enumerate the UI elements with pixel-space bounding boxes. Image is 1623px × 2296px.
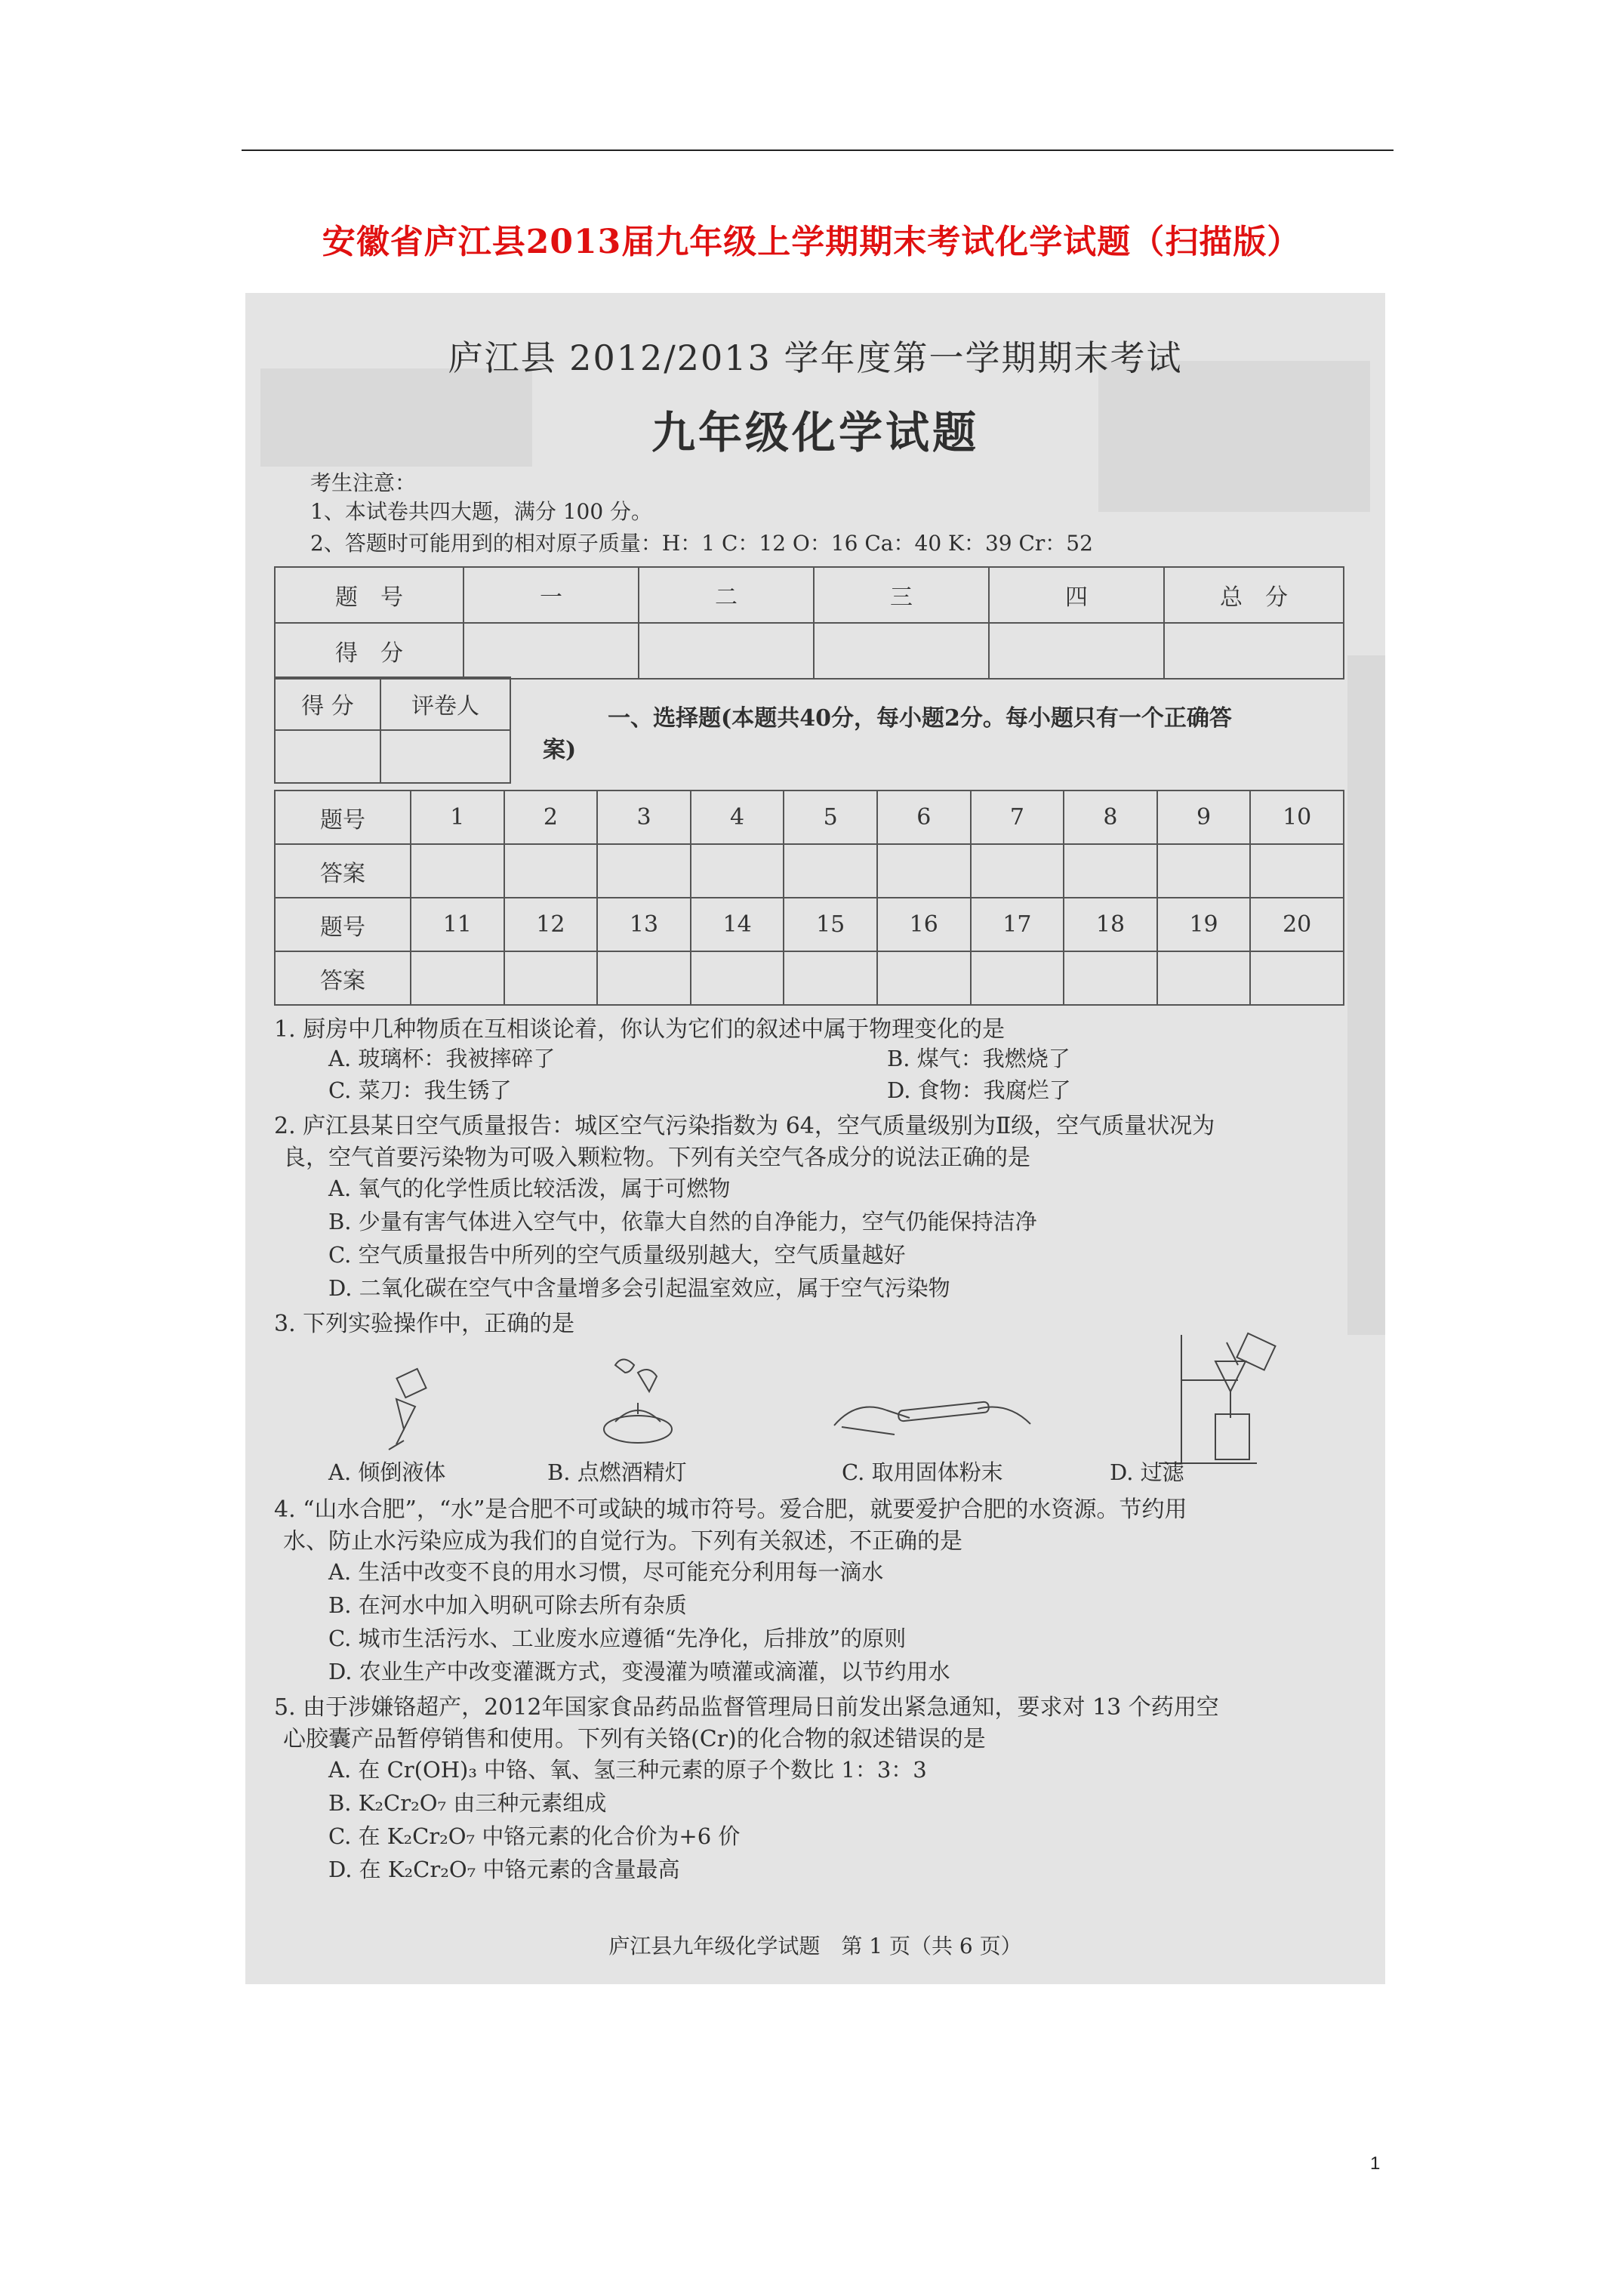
score-cell xyxy=(1164,623,1344,679)
q1-stem: 1. 厨房中几种物质在互相谈论着，你认为它们的叙述中属于物理变化的是 xyxy=(274,1016,1006,1043)
q4-stem-line2: 水、防止水污染应成为我们的自觉行为。下列有关叙述，不正确的是 xyxy=(283,1528,962,1555)
question-number-cell: 16 xyxy=(877,898,971,951)
answer-num-row xyxy=(275,791,1344,844)
question-number-cell: 17 xyxy=(971,898,1064,951)
q5-option-c: C. 在 K₂Cr₂O₇ 中铬元素的化合价为+6 价 xyxy=(328,1823,741,1849)
answer-cell xyxy=(877,844,971,898)
q5-stem-line1: 5. 由于涉嫌铬超产，2012年国家食品药品监督管理局日前发出紧急通知，要求对 13 个药用空 xyxy=(274,1694,1219,1721)
score-header-cell: 总 分 xyxy=(1164,567,1344,623)
notice-line-2: 2、答题时可能用到的相对原子质量：H：1 C：12 O：16 Ca：40 K：39 Cr：52 xyxy=(310,531,1093,556)
answer-blank-row xyxy=(275,844,1344,898)
question-number-cell: 14 xyxy=(691,898,784,951)
q4-option-d: D. 农业生产中改变灌溉方式，变漫灌为喷灌或滴灌，以节约用水 xyxy=(328,1659,950,1684)
answer-table xyxy=(274,790,1344,1006)
q4-stem-line1: 4. “山水合肥”，“水”是合肥不可或缺的城市符号。爱合肥，就要爱护合肥的水资源。节约用 xyxy=(274,1496,1187,1523)
pour-liquid-illustration xyxy=(374,1365,442,1456)
answer-cell xyxy=(1157,844,1251,898)
q2-option-a: A. 氧气的化学性质比较活泼，属于可燃物 xyxy=(328,1176,731,1201)
score-header-cell: 题 号 xyxy=(275,567,463,623)
question-number-cell: 4 xyxy=(691,791,784,844)
exam-header-line1: 庐江县 2012/2013 学年度第一学期期末考试 xyxy=(448,337,1183,378)
q4-option-c: C. 城市生活污水、工业废水应遵循“先净化，后排放”的原则 xyxy=(328,1626,907,1651)
question-number-cell: 13 xyxy=(597,898,691,951)
answer-cell xyxy=(784,844,877,898)
q2-stem-line2: 良，空气首要污染物为可吸入颗粒物。下列有关空气各成分的说法正确的是 xyxy=(283,1145,1030,1171)
notice-line-1: 1、本试卷共四大题，满分 100 分。 xyxy=(310,499,653,524)
answer-cell xyxy=(504,844,598,898)
answer-cell xyxy=(411,951,504,1005)
score-row-label: 得 分 xyxy=(275,623,463,679)
q2-option-c: C. 空气质量报告中所列的空气质量级别越大，空气质量越好 xyxy=(328,1242,906,1268)
answer-row-label: 答案 xyxy=(275,951,411,1005)
score-table xyxy=(274,566,1344,680)
q3-option-c: C. 取用固体粉末 xyxy=(842,1459,1003,1485)
score-header-cell: 四 xyxy=(989,567,1164,623)
q4-option-a: A. 生活中改变不良的用水习惯，尽可能充分利用每一滴水 xyxy=(328,1559,884,1585)
score-table-header-row xyxy=(275,567,1344,623)
question-number-cell: 20 xyxy=(1250,898,1344,951)
score-table-score-row xyxy=(275,623,1344,679)
answer-cell xyxy=(1064,844,1157,898)
answer-num-row xyxy=(275,898,1344,951)
alcohol-lamp-illustration xyxy=(585,1350,691,1456)
answer-cell xyxy=(691,844,784,898)
answer-cell xyxy=(971,951,1064,1005)
notice-title: 考生注意： xyxy=(310,470,417,495)
q1-option-c: C. 菜刀：我生锈了 xyxy=(328,1077,512,1103)
q3-option-d: D. 过滤 xyxy=(1110,1459,1184,1485)
question-number-cell: 8 xyxy=(1064,791,1157,844)
q1-option-b: B. 煤气：我燃烧了 xyxy=(887,1046,1070,1071)
answer-cell xyxy=(597,951,691,1005)
answer-cell xyxy=(1064,951,1157,1005)
q5-option-b: B. K₂Cr₂O₇ 由三种元素组成 xyxy=(328,1790,607,1816)
grader-score-cell xyxy=(275,730,380,783)
question-number-cell: 6 xyxy=(877,791,971,844)
score-header-cell: 三 xyxy=(814,567,989,623)
filtration-illustration xyxy=(1151,1327,1302,1471)
question-number-cell: 15 xyxy=(784,898,877,951)
answer-cell xyxy=(784,951,877,1005)
page-number: 1 xyxy=(1370,2153,1381,2174)
question-number-cell: 3 xyxy=(597,791,691,844)
grader-name-label: 评卷人 xyxy=(380,677,510,730)
score-header-cell: 二 xyxy=(639,567,814,623)
question-number-cell: 12 xyxy=(504,898,598,951)
q5-stem-line2: 心胶囊产品暂停销售和使用。下列有关铬(Cr)的化合物的叙述错误的是 xyxy=(283,1726,986,1752)
q1-option-a: A. 玻璃杯：我被摔碎了 xyxy=(328,1046,556,1071)
solid-powder-illustration xyxy=(827,1380,1038,1448)
q2-stem-line1: 2. 庐江县某日空气质量报告：城区空气污染指数为 64，空气质量级别为Ⅱ级，空气质量状况为 xyxy=(274,1113,1215,1139)
question-number-cell: 11 xyxy=(411,898,504,951)
q5-option-d: D. 在 K₂Cr₂O₇ 中铬元素的含量最高 xyxy=(328,1857,680,1882)
header-rule xyxy=(242,149,1394,151)
answer-row-label: 题号 xyxy=(275,898,411,951)
answer-cell xyxy=(1250,951,1344,1005)
q3-stem: 3. 下列实验操作中，正确的是 xyxy=(274,1311,575,1337)
answer-row-label: 题号 xyxy=(275,791,411,844)
answer-cell xyxy=(691,951,784,1005)
scanned-exam-page xyxy=(245,293,1385,1984)
question-number-cell: 9 xyxy=(1157,791,1251,844)
q3-option-a: A. 倾倒液体 xyxy=(328,1459,446,1485)
q2-option-d: D. 二氧化碳在空气中含量增多会引起温室效应，属于空气污染物 xyxy=(328,1275,950,1301)
score-cell xyxy=(639,623,814,679)
exam-page-footer: 庐江县九年级化学试题 第 1 页（共 6 页） xyxy=(608,1934,1022,1959)
answer-row-label: 答案 xyxy=(275,844,411,898)
score-cell xyxy=(814,623,989,679)
q3-option-b: B. 点燃酒精灯 xyxy=(547,1459,687,1485)
section1-title-cont: 案) xyxy=(543,737,577,763)
exam-header-line2: 九年级化学试题 xyxy=(651,407,979,458)
answer-cell xyxy=(597,844,691,898)
score-cell xyxy=(989,623,1164,679)
section1-title: 一、选择题(本题共40分，每小题2分。每小题只有一个正确答 xyxy=(608,705,1232,732)
grader-table xyxy=(274,676,511,784)
bleed-through-mark xyxy=(1347,655,1385,1335)
score-cell xyxy=(463,623,639,679)
answer-cell xyxy=(411,844,504,898)
grader-score-label: 得 分 xyxy=(275,677,380,730)
question-number-cell: 2 xyxy=(504,791,598,844)
q4-option-b: B. 在河水中加入明矾可除去所有杂质 xyxy=(328,1592,687,1618)
question-number-cell: 7 xyxy=(971,791,1064,844)
question-number-cell: 1 xyxy=(411,791,504,844)
answer-cell xyxy=(877,951,971,1005)
answer-cell xyxy=(504,951,598,1005)
question-number-cell: 10 xyxy=(1250,791,1344,844)
answer-cell xyxy=(971,844,1064,898)
answer-cell xyxy=(1250,844,1344,898)
answer-cell xyxy=(1157,951,1251,1005)
question-number-cell: 5 xyxy=(784,791,877,844)
grader-name-cell xyxy=(380,730,510,783)
q2-option-b: B. 少量有害气体进入空气中，依靠大自然的自净能力，空气仍能保持洁净 xyxy=(328,1209,1037,1234)
document-title: 安徽省庐江县2013届九年级上学期期末考试化学试题（扫描版） xyxy=(322,223,1301,261)
q1-option-d: D. 食物：我腐烂了 xyxy=(887,1077,1071,1103)
question-number-cell: 18 xyxy=(1064,898,1157,951)
answer-blank-row xyxy=(275,951,1344,1005)
q5-option-a: A. 在 Cr(OH)₃ 中铬、氧、氢三种元素的原子个数比 1：3：3 xyxy=(328,1757,927,1783)
score-header-cell: 一 xyxy=(463,567,639,623)
question-number-cell: 19 xyxy=(1157,898,1251,951)
